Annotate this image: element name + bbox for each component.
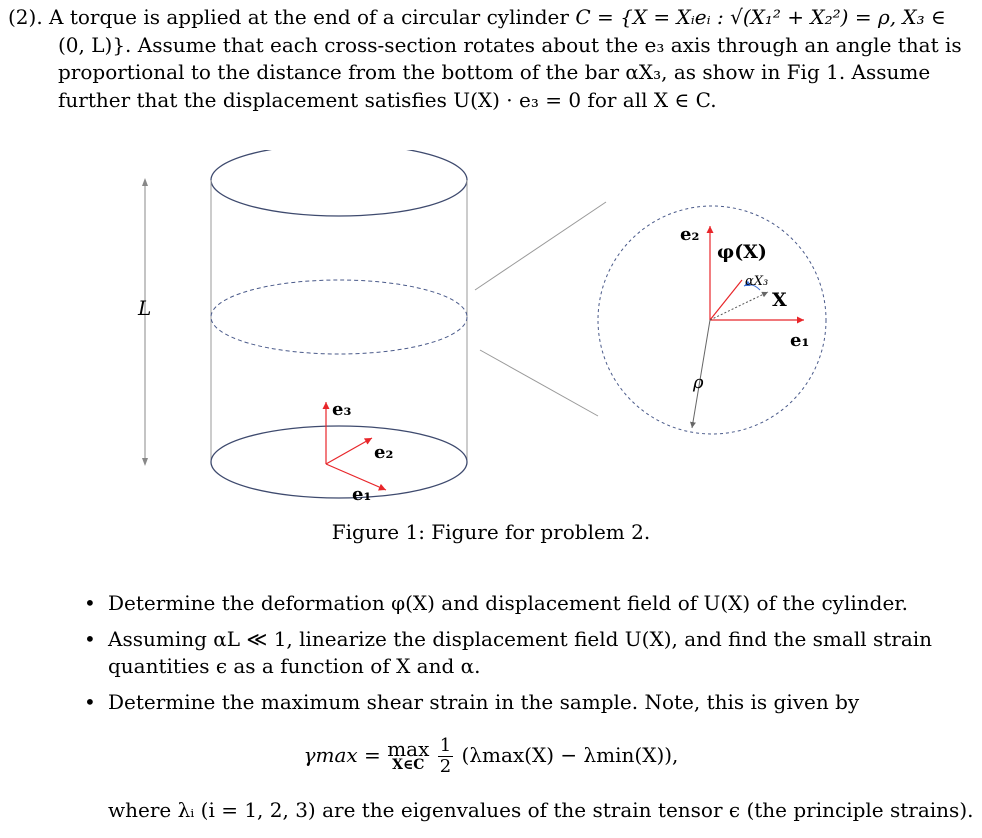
e2-axis-base xyxy=(326,438,372,464)
problem-line2: (0, L)}. Assume that each cross-section rotates about the e₃ axis through an angle that is xyxy=(58,32,962,57)
formula-fraction xyxy=(438,736,453,777)
e1-base-label: e₁ xyxy=(352,484,372,505)
phi-label: φ(X) xyxy=(717,241,767,263)
cylinder-top xyxy=(211,150,467,216)
x-vector xyxy=(710,292,768,320)
e2-zoom-label: e₂ xyxy=(680,224,700,245)
cylinder-bottom xyxy=(211,426,467,498)
phi-vector xyxy=(710,280,742,320)
formula-op: max xyxy=(387,736,430,761)
problem-line1: A torque is applied at the end of a circular cylinder xyxy=(49,5,569,29)
task-item: • Determine the maximum shear strain in the sample. Note, this is given by xyxy=(80,689,965,717)
figure-caption: Figure 1: Figure for problem 2. xyxy=(331,520,651,544)
formula-op-limit: X∈C xyxy=(392,756,425,773)
zoom-line-bottom xyxy=(480,350,598,416)
problem-line4: further that the displacement satisfies U(X) · e₃ = 0 for all X ∈ C. xyxy=(58,87,717,112)
formula-rhs: (λmax(X) − λmin(X)), xyxy=(461,743,679,767)
e1-zoom-label: e₁ xyxy=(790,330,810,351)
where-clause: where λᵢ (i = 1, 2, 3) are the eigenvalues of the strain tensor ϵ (the principle strains). xyxy=(108,798,974,822)
angle-label: αX₃ xyxy=(745,274,769,289)
fraction-numerator: 1 xyxy=(439,735,452,756)
problem-line3: proportional to the distance from the bottom of the bar αX₃, as show in Fig 1. Assume xyxy=(58,60,931,84)
figure-svg xyxy=(0,150,982,520)
length-label: L xyxy=(138,296,152,320)
fraction-denominator: 2 xyxy=(439,756,452,777)
formula-max-operator xyxy=(387,736,430,773)
problem-number: (2). xyxy=(8,5,43,29)
cross-section-dashed xyxy=(211,280,467,354)
zoom-line-top xyxy=(475,202,606,290)
length-arrow-top xyxy=(142,178,148,186)
max-shear-formula xyxy=(0,736,982,777)
rho-label: ρ xyxy=(693,372,704,393)
formula-lhs: γmax = xyxy=(303,743,381,767)
x-point-label: X xyxy=(772,289,787,311)
set-definition: C = {X = Xᵢeᵢ : √(X₁² + X₂²) = ρ, X₃ ∈ xyxy=(575,5,946,29)
problem-statement xyxy=(8,4,968,114)
e2-base-label: e₂ xyxy=(374,442,394,463)
task-item: • Determine the deformation φ(X) and displacement field of U(X) of the cylinder. xyxy=(80,590,965,618)
figure-1 xyxy=(0,150,982,520)
task-list xyxy=(80,590,965,724)
e3-label: e₃ xyxy=(332,399,352,420)
length-arrow-bottom xyxy=(142,458,148,466)
task-item: • Assuming αL ≪ 1, linearize the displacement field U(X), and find the small strain quantities ϵ as a function of X and α. xyxy=(80,626,965,681)
